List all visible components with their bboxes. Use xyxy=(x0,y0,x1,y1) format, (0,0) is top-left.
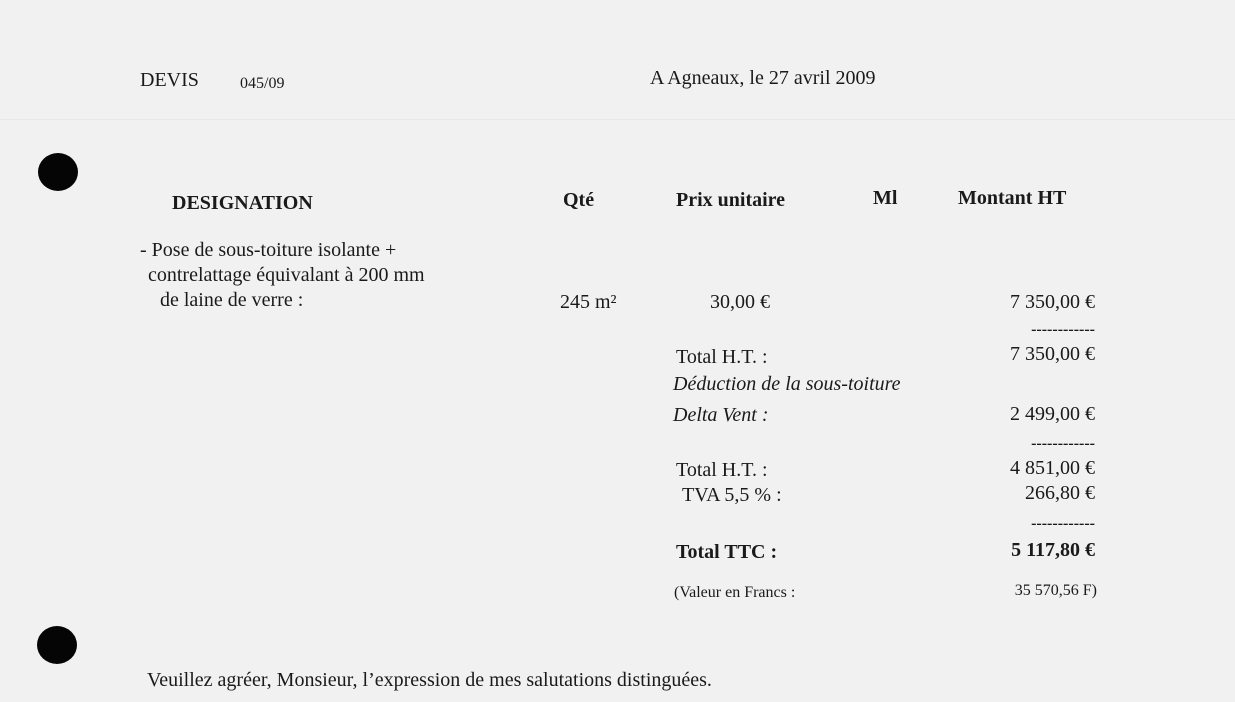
col-amount: Montant HT xyxy=(958,187,1067,209)
deduction-label: Déduction de la sous-toiture xyxy=(673,373,901,395)
total-ht-label: Total H.T. : xyxy=(676,346,768,368)
item-line: - Pose de sous-toiture isolante + xyxy=(140,239,397,261)
item-unit-price: 30,00 € xyxy=(710,291,770,313)
col-designation: DESIGNATION xyxy=(172,192,313,214)
separator: ------------ xyxy=(1031,321,1095,338)
total-ht-value: 7 350,00 € xyxy=(1010,343,1095,365)
col-qty: Qté xyxy=(563,189,595,211)
closing-text: Veuillez agréer, Monsieur, l’expression de mes salutations distinguées. xyxy=(147,669,712,691)
doc-type: DEVIS xyxy=(140,69,199,91)
ttc-value: 5 117,80 € xyxy=(1011,539,1095,561)
tva-label: TVA 5,5 % : xyxy=(682,484,782,506)
deduction-label: Delta Vent : xyxy=(673,404,769,426)
item-qty: 245 m² xyxy=(560,291,617,313)
punch-hole xyxy=(37,626,77,664)
doc-number: 045/09 xyxy=(240,75,285,92)
paper-fold-line xyxy=(0,119,1235,121)
col-unit-price: Prix unitaire xyxy=(676,189,786,211)
total-ht-value: 4 851,00 € xyxy=(1010,457,1095,479)
deduction-value: 2 499,00 € xyxy=(1010,403,1095,425)
col-ml: Ml xyxy=(873,187,898,209)
francs-value: 35 570,56 F) xyxy=(1014,582,1097,599)
punch-hole xyxy=(38,153,78,191)
separator: ------------ xyxy=(1031,435,1095,452)
item-line: de laine de verre : xyxy=(160,289,304,311)
ttc-label: Total TTC : xyxy=(676,541,778,563)
separator: ------------ xyxy=(1031,515,1095,532)
total-ht-label: Total H.T. : xyxy=(676,459,768,481)
tva-value: 266,80 € xyxy=(1025,482,1095,504)
place-date: A Agneaux, le 27 avril 2009 xyxy=(650,67,876,89)
item-amount: 7 350,00 € xyxy=(1010,291,1095,313)
francs-label: (Valeur en Francs : xyxy=(674,584,796,601)
item-line: contrelattage équivalant à 200 mm xyxy=(148,264,425,286)
